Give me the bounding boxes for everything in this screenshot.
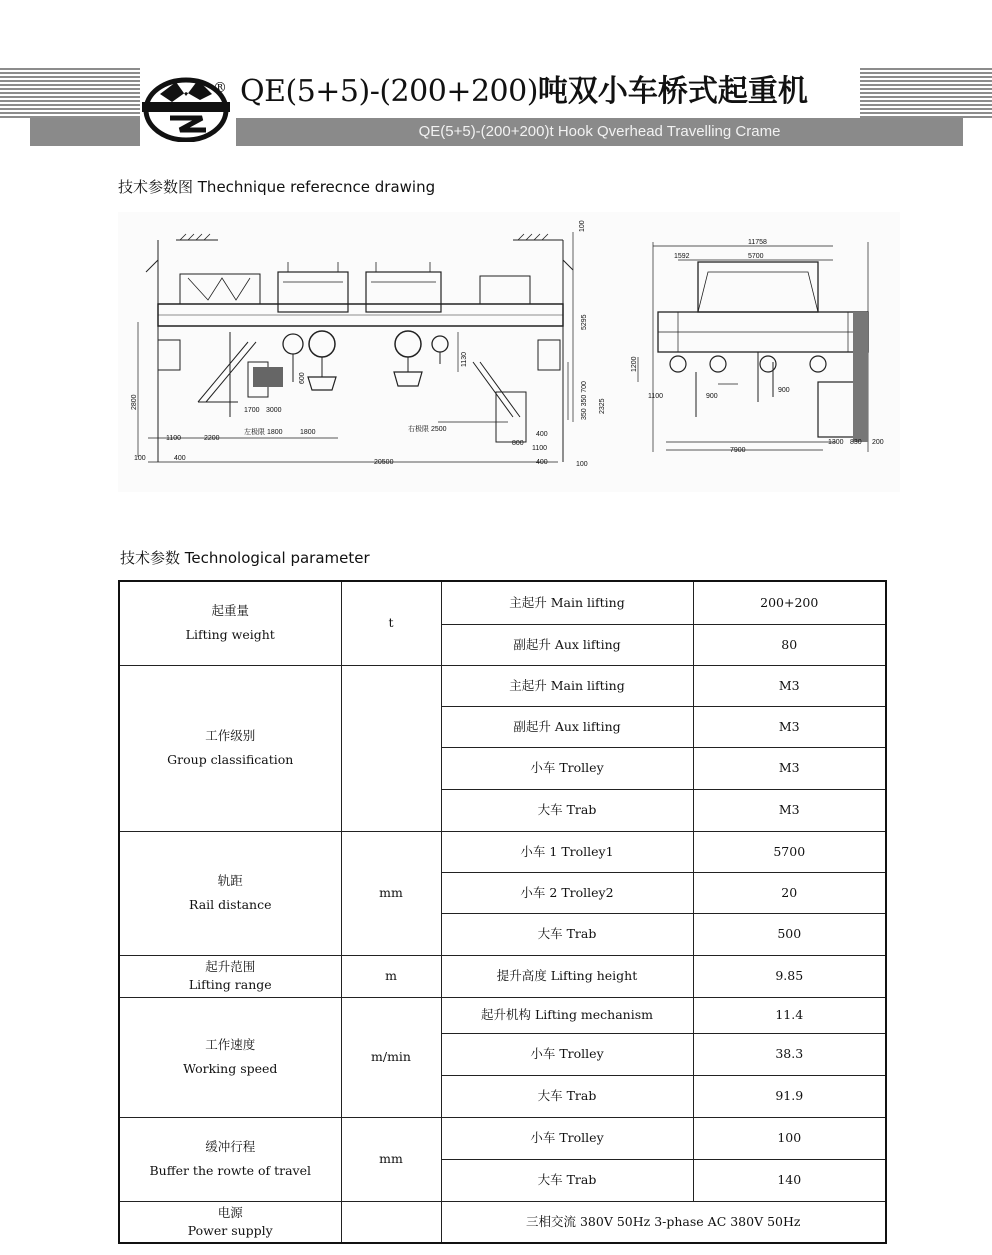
dim-left-20500: 20500 bbox=[374, 459, 394, 466]
dim-left-1100b: 1100 bbox=[532, 445, 548, 452]
dim-right-5700: 5700 bbox=[748, 253, 764, 260]
dim-right-1200: 1200 bbox=[631, 356, 638, 372]
dim-right-1300: 1300 bbox=[828, 439, 844, 446]
dim-right-1592: 1592 bbox=[674, 253, 690, 260]
power-value-cell: 三相交流 380V 50Hz 3-phase AC 380V 50Hz bbox=[441, 1201, 886, 1243]
dim-left-1700: 1700 bbox=[244, 407, 260, 414]
item-cell: 大车 Trab bbox=[441, 1075, 693, 1117]
item-cell: 小车 Trolley bbox=[441, 1033, 693, 1075]
value-cell: M3 bbox=[693, 789, 886, 831]
header-subtitle: QE(5+5)-(200+200)t Hook Qverhead Travelling Crame bbox=[236, 118, 963, 146]
value-cell: M3 bbox=[693, 706, 886, 747]
unit-cell: mm bbox=[341, 1117, 441, 1201]
item-cell: 提升高度 Lifting height bbox=[441, 955, 693, 997]
dim-left-800: 800 bbox=[512, 440, 524, 447]
dim-left-400a: 400 bbox=[536, 431, 548, 438]
parameter-table bbox=[118, 580, 887, 1244]
value-cell: 80 bbox=[693, 624, 886, 665]
dim-left-1100: 1100 bbox=[166, 435, 182, 442]
value-cell: 100 bbox=[693, 1117, 886, 1159]
item-cell: 小车 Trolley bbox=[441, 1117, 693, 1159]
table-row bbox=[119, 581, 886, 624]
dim-left-limit: 左极限 1800 bbox=[244, 429, 283, 436]
dim-left-1800: 1800 bbox=[300, 429, 316, 436]
header-stripes-left bbox=[0, 68, 140, 118]
registered-mark: ® bbox=[213, 80, 227, 96]
item-cell: 小车 2 Trolley2 bbox=[441, 872, 693, 913]
item-cell: 主起升 Main lifting bbox=[441, 581, 693, 624]
dim-right-900b: 900 bbox=[778, 387, 790, 394]
value-cell: 9.85 bbox=[693, 955, 886, 997]
row-label-rail-distance: 轨距 Rail distance bbox=[119, 831, 341, 955]
item-cell: 副起升 Aux lifting bbox=[441, 624, 693, 665]
title-model: QE(5+5)-(200+200) bbox=[240, 74, 538, 109]
value-cell: M3 bbox=[693, 747, 886, 789]
value-cell: 5700 bbox=[693, 831, 886, 872]
item-cell: 大车 Trab bbox=[441, 1159, 693, 1201]
value-cell: 500 bbox=[693, 913, 886, 955]
value-cell: 140 bbox=[693, 1159, 886, 1201]
table-row bbox=[119, 955, 886, 997]
title-chinese: 吨双小车桥式起重机 bbox=[537, 74, 808, 109]
dim-left-100b: 100 bbox=[576, 461, 588, 468]
value-cell: 38.3 bbox=[693, 1033, 886, 1075]
item-cell: 副起升 Aux lifting bbox=[441, 706, 693, 747]
technical-drawing bbox=[118, 212, 900, 492]
dim-right-11758: 11758 bbox=[748, 239, 767, 246]
unit-cell bbox=[341, 665, 441, 831]
unit-cell bbox=[341, 1201, 441, 1243]
value-cell: 91.9 bbox=[693, 1075, 886, 1117]
item-cell: 起升机构 Lifting mechanism bbox=[441, 997, 693, 1033]
dim-right-200: 200 bbox=[872, 439, 884, 446]
item-cell: 大车 Trab bbox=[441, 789, 693, 831]
row-label-lifting-weight: 起重量 Lifting weight bbox=[119, 581, 341, 665]
row-label-group-classification: 工作级别 Group classification bbox=[119, 665, 341, 831]
unit-cell: m bbox=[341, 955, 441, 997]
dim-left-1130: 1130 bbox=[461, 351, 468, 367]
value-cell: 11.4 bbox=[693, 997, 886, 1033]
row-label-buffer-travel: 缓冲行程 Buffer the rowte of travel bbox=[119, 1117, 341, 1201]
dim-left-2200: 2200 bbox=[204, 435, 220, 442]
dim-right-900a: 900 bbox=[706, 393, 718, 400]
item-cell: 大车 Trab bbox=[441, 913, 693, 955]
dim-right-limit: 右极限 2500 bbox=[408, 426, 447, 433]
unit-cell: t bbox=[341, 581, 441, 665]
dim-left-3000: 3000 bbox=[266, 407, 282, 414]
table-row bbox=[119, 1117, 886, 1159]
item-cell: 主起升 Main lifting bbox=[441, 665, 693, 706]
dim-right-830: 830 bbox=[850, 439, 862, 446]
table-row bbox=[119, 997, 886, 1033]
unit-cell: mm bbox=[341, 831, 441, 955]
dim-left-350-350-700: 350 350 700 bbox=[581, 381, 588, 420]
row-label-working-speed: 工作速度 Working speed bbox=[119, 997, 341, 1117]
unit-cell: m/min bbox=[341, 997, 441, 1117]
item-cell: 小车 Trolley bbox=[441, 747, 693, 789]
table-row bbox=[119, 665, 886, 706]
dim-left-100a: 100 bbox=[134, 455, 146, 462]
header-gray-block bbox=[30, 118, 140, 146]
table-row bbox=[119, 831, 886, 872]
drawing-heading: 技术参数图 Thechnique referecnce drawing bbox=[118, 178, 436, 196]
dim-left-5295: 5295 bbox=[581, 314, 588, 330]
page-title bbox=[240, 72, 808, 112]
row-label-lifting-range: 起升范围 Lifting range bbox=[119, 955, 341, 997]
params-heading: 技术参数 Technological parameter bbox=[120, 549, 370, 567]
dim-right-7900: 7900 bbox=[730, 447, 746, 454]
table-row bbox=[119, 1201, 886, 1243]
value-cell: M3 bbox=[693, 665, 886, 706]
dim-right-1100: 1100 bbox=[648, 393, 664, 400]
dim-left-2325: 2325 bbox=[599, 398, 606, 414]
dim-left-400b: 400 bbox=[536, 459, 548, 466]
value-cell: 200+200 bbox=[693, 581, 886, 624]
row-label-power-supply: 电源 Power supply bbox=[119, 1201, 341, 1243]
dim-left-400c: 400 bbox=[174, 455, 186, 462]
value-cell: 20 bbox=[693, 872, 886, 913]
dim-left-600: 600 bbox=[299, 372, 306, 384]
dim-left-100: 100 bbox=[579, 220, 586, 232]
dim-left-2800: 2800 bbox=[131, 394, 138, 410]
item-cell: 小车 1 Trolley1 bbox=[441, 831, 693, 872]
header-stripes-right bbox=[860, 68, 992, 118]
